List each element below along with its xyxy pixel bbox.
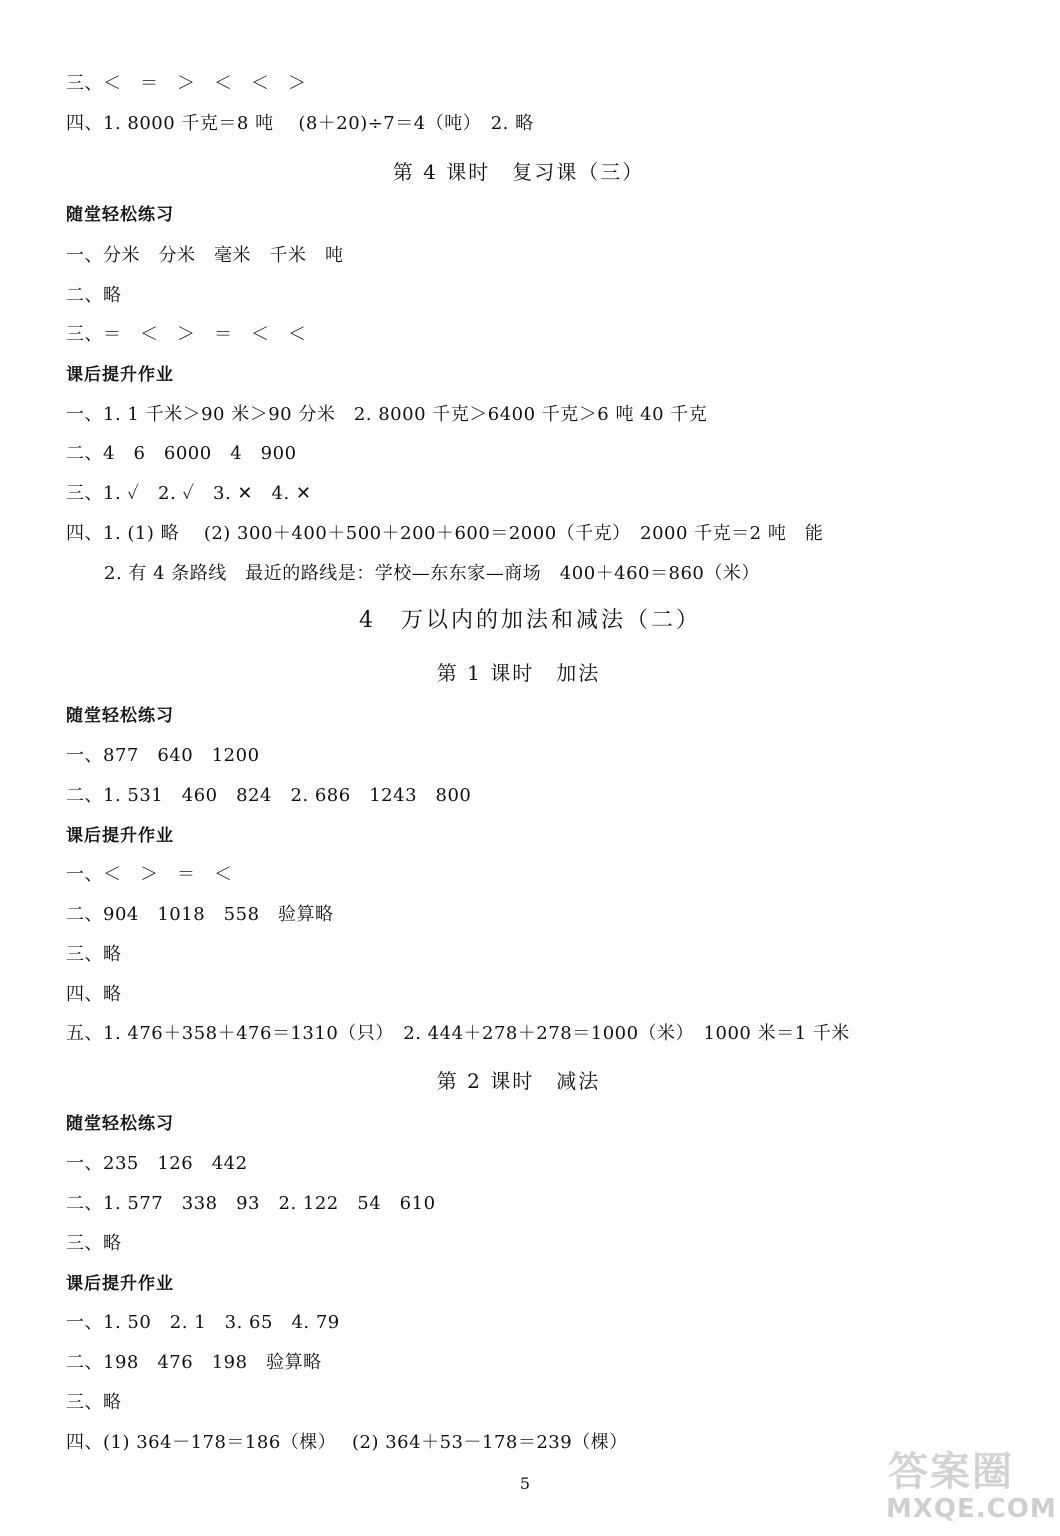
answer-line: 二、1. 531 460 824 2. 686 1243 800 <box>66 785 472 806</box>
answer-line: 三、＝ ＜ ＞ ＝ ＜ ＜ <box>66 324 307 345</box>
answer-line: 五、1. 476＋358＋476＝1310（只） 2. 444＋278＋278＝1000（米） 1000 米＝1 千米 <box>66 1023 850 1044</box>
answer-line: 四、略 <box>66 984 122 1005</box>
page-number: 5 <box>519 1474 531 1493</box>
section-title: 第 1 课时 加法 <box>436 661 601 685</box>
answer-line: 二、198 476 198 验算略 <box>66 1352 322 1373</box>
answer-line: 二、904 1018 558 验算略 <box>66 904 334 925</box>
subsection-heading: 随堂轻松练习 <box>66 1114 174 1134</box>
answer-line: 三、略 <box>66 944 122 965</box>
answer-line: 三、＜ ＝ ＞ ＜ ＜ ＞ <box>66 73 307 94</box>
subsection-heading: 随堂轻松练习 <box>66 205 174 225</box>
answer-line: 一、235 126 442 <box>66 1153 248 1174</box>
answer-line: 2. 有 4 条路线 最近的路线是：学校—东东家—商场 400＋460＝860（米） <box>104 563 760 584</box>
answer-line: 四、1. (1) 略 (2) 300＋400＋500＋200＋600＝2000（千克） 2000 千克＝2 吨 能 <box>66 523 824 544</box>
answer-line: 二、略 <box>66 285 122 306</box>
answer-line: 一、877 640 1200 <box>66 745 260 766</box>
answer-line: 四、1. 8000 千克＝8 吨 (8＋20)÷7＝4（吨） 2. 略 <box>66 113 534 134</box>
answer-line: 四、(1) 364－178＝186（棵） (2) 364＋53－178＝239（棵） <box>66 1432 628 1453</box>
answer-line: 二、4 6 6000 4 900 <box>66 443 297 464</box>
answer-line: 二、1. 577 338 93 2. 122 54 610 <box>66 1193 436 1214</box>
subsection-heading: 随堂轻松练习 <box>66 706 174 726</box>
answer-line: 一、1. 1 千米＞90 米＞90 分米 2. 8000 千克＞6400 千克＞6 吨 40 千克 <box>66 404 708 425</box>
watermark-text-small: MXQE.COM <box>886 1494 1057 1524</box>
subsection-heading: 课后提升作业 <box>66 826 174 846</box>
chapter-title: 4 万以内的加法和减法（二） <box>359 608 701 633</box>
watermark-text-big: 答案圈 <box>888 1449 1014 1495</box>
answer-line: 三、略 <box>66 1392 122 1413</box>
answer-line: 一、1. 50 2. 1 3. 65 4. 79 <box>66 1312 340 1333</box>
answer-line: 三、1. ✓ 2. ✓ 3. ✕ 4. ✕ <box>66 483 312 504</box>
subsection-heading: 课后提升作业 <box>66 1274 174 1294</box>
subsection-heading: 课后提升作业 <box>66 365 174 385</box>
watermark-logo <box>880 1440 1057 1530</box>
answer-line: 三、略 <box>66 1233 122 1254</box>
answer-line: 一、分米 分米 毫米 千米 吨 <box>66 245 344 266</box>
section-title: 第 4 课时 复习课（三） <box>392 160 645 184</box>
answer-line: 一、＜ ＞ ＝ ＜ <box>66 864 233 885</box>
section-title: 第 2 课时 减法 <box>436 1069 601 1093</box>
